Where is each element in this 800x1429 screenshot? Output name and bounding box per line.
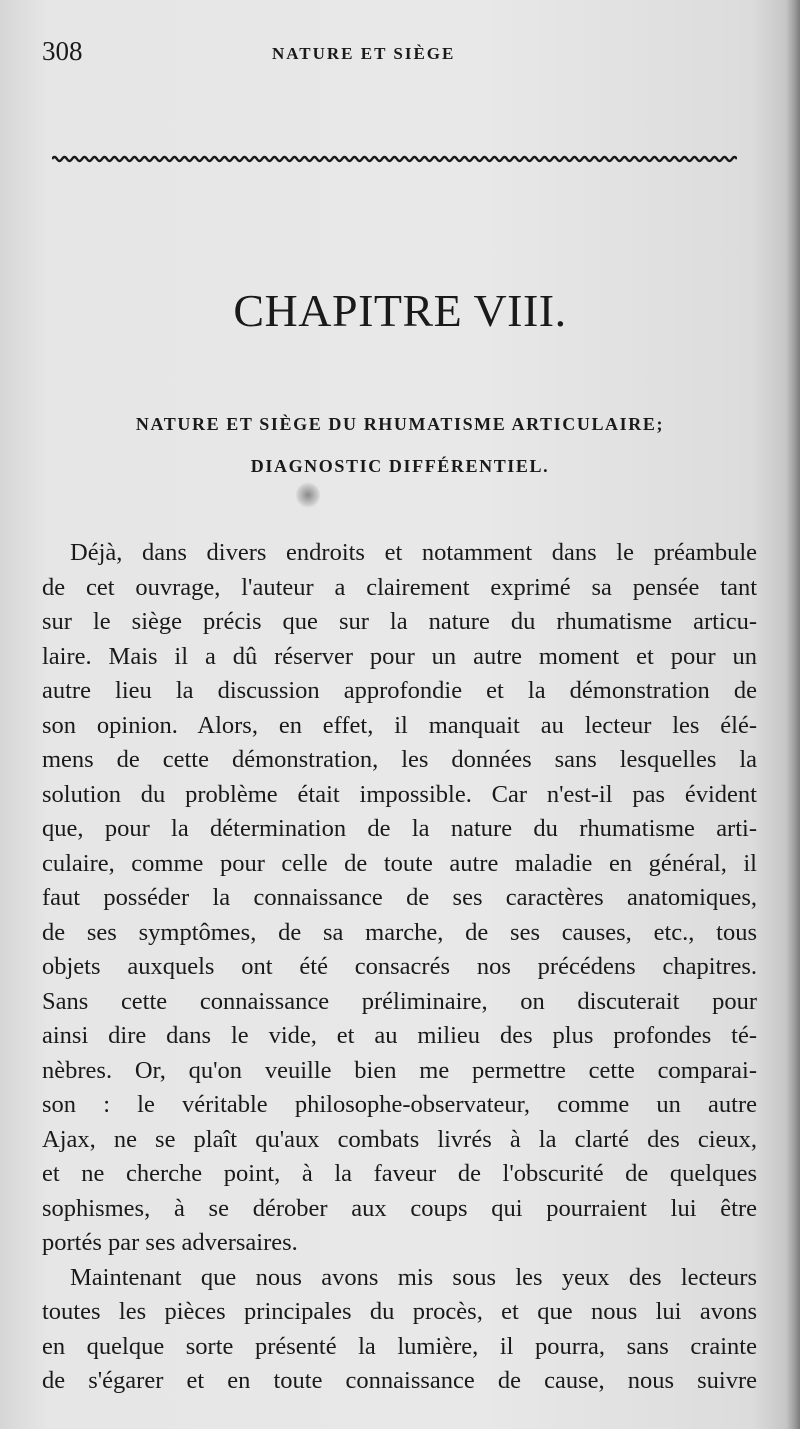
body-line: Ajax, ne se plaît qu'aux combats livrés à la clarté des cieux,: [42, 1126, 757, 1153]
body-line: Sans cette connaissance préliminaire, on discuterait pour: [42, 988, 757, 1015]
body-line: portés par ses adversaires.: [42, 1229, 298, 1256]
ink-smudge: [296, 482, 320, 508]
body-line: culaire, comme pour celle de toute autre maladie en général, il: [42, 850, 757, 877]
page-number: 308: [42, 36, 83, 66]
body-line: faut posséder la connaissance de ses caractères anatomiques,: [42, 884, 757, 911]
body-line: autre lieu la discussion approfondie et la démonstration de: [42, 677, 757, 704]
running-title: NATURE ET SIÈGE: [272, 44, 456, 63]
body-line: sophismes, à se dérober aux coups qui pourraient lui être: [42, 1195, 757, 1222]
body-line: de cet ouvrage, l'auteur a clairement exprimé sa pensée tant: [42, 574, 757, 601]
body-line: que, pour la détermination de la nature du rhumatisme arti-: [42, 815, 757, 842]
body-line: ainsi dire dans le vide, et au milieu des plus profondes té-: [42, 1022, 757, 1049]
body-line: son : le véritable philosophe-observateur, comme un autre: [42, 1091, 757, 1118]
body-line: Maintenant que nous avons mis sous les yeux des lecteurs: [70, 1264, 757, 1291]
body-line: de ses symptômes, de sa marche, de ses causes, etc., tous: [42, 919, 757, 946]
page-edge-shadow: [786, 0, 800, 1429]
body-line: mens de cette démonstration, les données sans lesquelles la: [42, 746, 757, 773]
body-line: et ne cherche point, à la faveur de l'obscurité de quelques: [42, 1160, 757, 1187]
chapter-title: CHAPITRE VIII.: [233, 285, 567, 336]
chapter-subtitle-line-2: DIAGNOSTIC DIFFÉRENTIEL.: [250, 456, 550, 476]
body-line: de s'égarer et en toute connaissance de cause, nous suivre: [42, 1367, 757, 1394]
body-line: Déjà, dans divers endroits et notamment dans le préambule: [70, 539, 757, 566]
body-line: sur le siège précis que sur la nature du rhumatisme articu-: [42, 608, 757, 635]
body-line: son opinion. Alors, en effet, il manquait au lecteur les élé-: [42, 712, 757, 739]
ornamental-rule: [52, 154, 737, 164]
body-line: laire. Mais il a dû réserver pour un autre moment et pour un: [42, 643, 757, 670]
body-line: toutes les pièces principales du procès, et que nous lui avons: [42, 1298, 757, 1325]
running-head: [42, 36, 752, 66]
body-line: solution du problème était impossible. Car n'est-il pas évident: [42, 781, 757, 808]
chapter-subtitle-line-1: NATURE ET SIÈGE DU RHUMATISME ARTICULAIRE;: [135, 414, 665, 434]
body-line: objets auxquels ont été consacrés nos précédens chapitres.: [42, 953, 757, 980]
body-line: nèbres. Or, qu'on veuille bien me permettre cette comparai-: [42, 1057, 757, 1084]
body-line: en quelque sorte présenté la lumière, il pourra, sans crainte: [42, 1333, 757, 1360]
